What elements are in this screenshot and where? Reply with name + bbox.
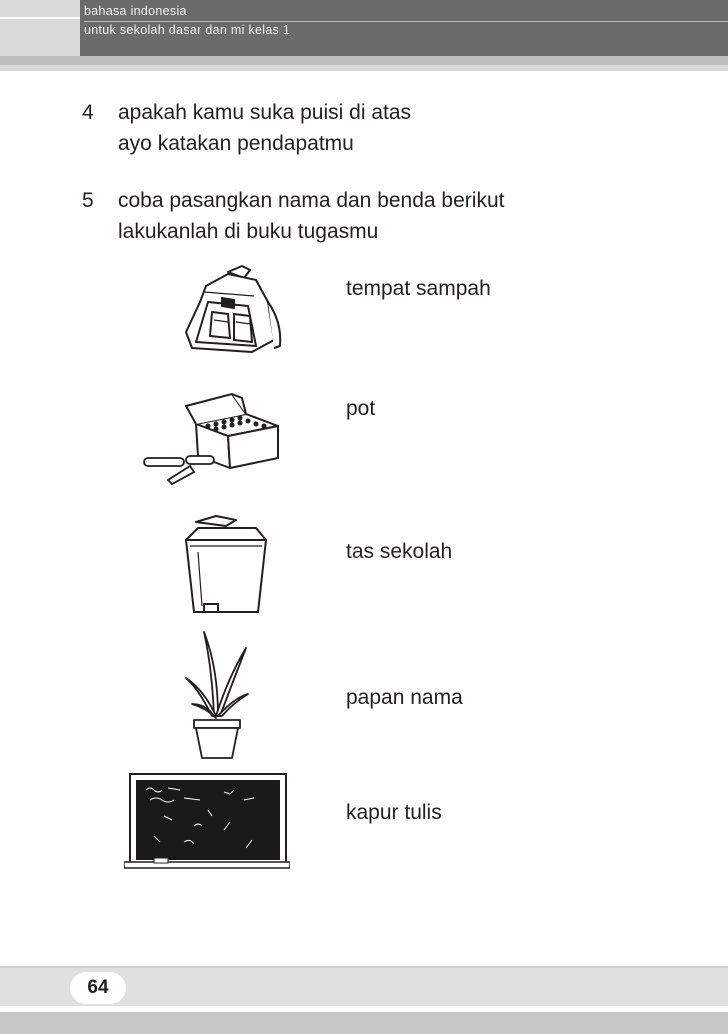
page-number: 64	[87, 977, 109, 998]
book-title: bahasa indonesia	[84, 4, 187, 18]
footer-bottom-band	[0, 1012, 728, 1034]
question-number: 4	[82, 101, 94, 124]
potted-plant-icon	[184, 628, 250, 762]
header-left-block	[0, 0, 80, 56]
question-line: coba pasangkan nama dan benda berikut	[118, 189, 505, 212]
blackboard-icon	[124, 770, 290, 874]
label-tas-sekolah: tas sekolah	[346, 540, 453, 563]
chalk-box-icon	[138, 384, 284, 488]
question-line: apakah kamu suka puisi di atas	[118, 101, 412, 124]
book-subtitle: untuk sekolah dasar dan mi kelas 1	[84, 23, 291, 37]
backpack-icon	[178, 262, 288, 358]
label-papan-nama: papan nama	[346, 686, 463, 709]
header-divider	[84, 21, 728, 22]
label-pot: pot	[346, 397, 376, 420]
trash-bin-icon	[180, 512, 272, 616]
label-tempat-sampah: tempat sampah	[346, 277, 491, 300]
header-stripe-light	[0, 65, 728, 71]
header-left-line	[0, 17, 80, 19]
question-number: 5	[82, 189, 94, 212]
label-kapur-tulis: kapur tulis	[346, 801, 442, 824]
question-line: lakukanlah di buku tugasmu	[118, 220, 379, 243]
question-line: ayo katakan pendapatmu	[118, 132, 354, 155]
header-stripe	[0, 56, 728, 65]
